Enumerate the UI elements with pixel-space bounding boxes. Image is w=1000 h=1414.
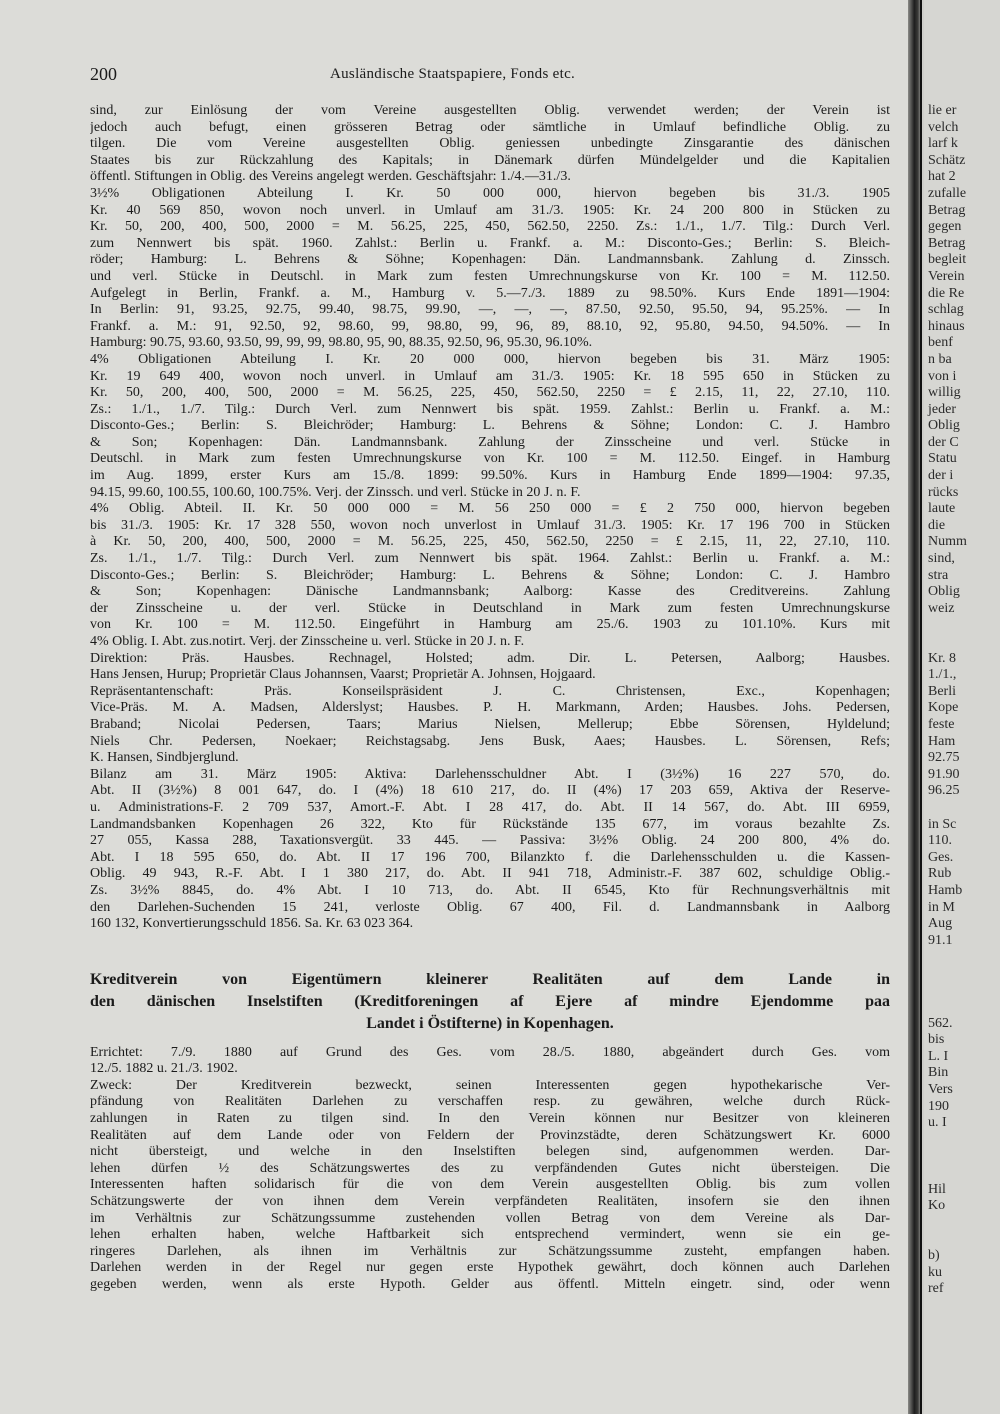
section-line: Errichtet: 7./9. 1880 auf Grund des Ges. vom 28./5. 1880, abgeändert durch Ges. vom xyxy=(90,1044,890,1060)
body-line: Niels Chr. Pedersen, Noekaer; Reichstagsabg. Jens Busk, Aaes; Hausbes. L. Sörensen, Refs; xyxy=(90,733,890,749)
body-line: Kr. 19 649 400, wovon noch unverl. in Umlauf am 31./3. 1905: Kr. 18 595 650 in Stücken zu xyxy=(90,368,890,384)
facing-page-line: n ba xyxy=(928,351,952,367)
running-head xyxy=(90,64,886,88)
body-line: bis 31./3. 1905: Kr. 17 328 550, wovon noch unverlost in Umlauf 31./3. 1905: Kr. 17 196 700 in Stücken xyxy=(90,517,890,533)
facing-page-line: in M xyxy=(928,899,955,915)
body-line: & Son; Kopenhagen: Dän. Landmannsbank. Zahlung der Zinsscheine und verl. Stücke in xyxy=(90,434,890,450)
body-line: tilgen. Die vom Vereine ausgestellten Oblig. geniessen unbedingte Zinsgarantie des dänischen xyxy=(90,136,890,152)
page-body xyxy=(90,103,890,1294)
body-line: K. Hansen, Sindbjerglund. xyxy=(90,750,239,766)
body-line: 3½% Obligationen Abteilung I. Kr. 50 000 000, hiervon begeben bis 31./3. 1905 xyxy=(90,185,890,201)
body-line: Staates bis zur Rückzahlung des Kapitals; in Dänemark dürfen Mündelgelder und die Kapitalien xyxy=(90,152,890,168)
body-line: Braband; Nicolai Pedersen, Taars; Marius Nielsen, Mellerup; Ebbe Sörensen, Hyldelund; xyxy=(90,716,890,732)
section-line: Schätzungswerte der von ihnen dem Verein verpfändeten Realitäten, insofern sie den ihnen xyxy=(90,1194,890,1210)
facing-page-line: Schätz xyxy=(928,152,966,168)
continued-article xyxy=(90,103,890,933)
facing-page-line: 92.75 xyxy=(928,750,960,766)
section-line: gegeben werden, wenn als erste Hypoth. Gelder aus öffentl. Mitteln eingetr. sind, oder wenn xyxy=(90,1277,890,1292)
body-line: Frankf. a. M.: 91, 92.50, 92, 98.60, 99, 98.80, 99, 96, 89, 88.10, 92, 95.80, 94.50, 94.50%. — In xyxy=(90,318,890,334)
body-line: Direktion: Präs. Hausbes. Rechnagel, Holsted; adm. Dir. L. Petersen, Aalborg; Hausbes. xyxy=(90,650,890,666)
facing-page-line: 91.1 xyxy=(928,932,953,948)
facing-page-line: Betrag xyxy=(928,235,966,251)
section-line: Darlehen werden in der Regel nur gegen erste Hypothek gewährt, doch können auch Darlehen xyxy=(90,1260,890,1276)
body-line: & Son; Kopenhagen: Dänische Landmannsbank; Aalborg: Kasse des Creditvereins. Zahlung xyxy=(90,584,890,600)
section-line: ringeres Darlehen, als ihnen im Verhältnis zur Schätzungssumme zusteht, empfangen haben. xyxy=(90,1243,890,1259)
facing-page-line: rücks xyxy=(928,484,959,500)
facing-page-line: 91.90 xyxy=(928,766,960,782)
facing-page-line: zufalle xyxy=(928,185,967,201)
facing-page-line: 190 xyxy=(928,1098,949,1114)
facing-page-line: Hamb xyxy=(928,882,963,898)
body-line: Vice-Präs. M. A. Madsen, Alderslyst; Hausbes. P. H. Markmann, Arden; Hausbes. Johs. Pedersen, xyxy=(90,700,890,716)
body-line: Repräsentantenschaft: Präs. Konseilspräsident J. C. Christensen, Exc., Kopenhagen; xyxy=(90,683,890,699)
body-line: 27 055, Kassa 288, Taxationsvergüt. 33 445. — Passiva: 3½% Oblig. 24 200 800, 4% do. xyxy=(90,833,890,849)
body-line: 4% Oblig. I. Abt. zus.notirt. Verj. der Zinsscheine u. verl. Stücke in 20 J. n. F. xyxy=(90,634,525,649)
facing-page-line: hat 2 xyxy=(928,169,956,185)
facing-page-line: stra xyxy=(928,567,949,583)
section-line: pfändung von Realitäten Darlehen zu verschaffen resp. zu gewähren, welche durch Rück- xyxy=(90,1094,890,1110)
facing-page-line: 562. xyxy=(928,1015,953,1031)
facing-page-line: u. I xyxy=(928,1115,947,1131)
section-heading-line: Landet i Östifterne) in Kopenhagen. xyxy=(366,1014,614,1032)
section-line: Interessenten haften solidarisch für die von dem Verein ausgestellten Oblig. bis zum vollen xyxy=(90,1177,890,1193)
section-line: lehen erhalten haben, welche Haftbarkeit sich entsprechend vermindert, wenn sie ein ge- xyxy=(90,1227,890,1243)
facing-page-line: Rub xyxy=(928,866,952,882)
facing-page-fragment xyxy=(924,0,1000,1414)
body-line: 4% Oblig. Abteil. II. Kr. 50 000 000 = M. 56 250 000 = £ 2 750 000, hiervon begeben xyxy=(90,501,890,517)
facing-page-line: Numm xyxy=(928,534,967,550)
facing-page-line: laute xyxy=(928,501,956,517)
body-line: Kr. 40 569 850, wovon noch unverl. in Umlauf am 31./3. 1905: Kr. 24 200 800 in Stücken zu xyxy=(90,202,890,218)
facing-page-line: Kope xyxy=(928,700,959,716)
facing-page-line: larf k xyxy=(928,136,958,152)
body-line: Zs. 3½% 8845, do. 4% Abt. I 10 713, do. Abt. II 6545, Kto für Rechnungsverhältnis mit xyxy=(90,882,890,898)
body-line: In Berlin: 91, 93.25, 92.75, 99.40, 98.75, 99.90, —, —, —, 87.50, 92.50, 95.50, 94, 95.25%. — In xyxy=(90,302,890,318)
facing-page-line: von i xyxy=(928,368,957,384)
facing-page-line: willig xyxy=(928,385,961,401)
facing-page-line: Ham xyxy=(928,733,956,749)
body-line: Oblig. 49 943, R.-F. Abt. I 1 380 217, do. Abt. II 941 718, Administr.-F. 387 602, schuldige Oblig.- xyxy=(90,866,890,882)
section-line: lehen dürfen ½ des Schätzungswertes des zu verpfändenden Gutes nicht übersteigen. Die xyxy=(90,1160,890,1176)
facing-page-line: der i xyxy=(928,468,954,484)
facing-page-line: ku xyxy=(928,1264,942,1280)
body-line: öffentl. Stiftungen in Oblig. des Vereins angelegt werden. Geschäftsjahr: 1./4.—31./3. xyxy=(90,169,571,185)
body-line: 4% Obligationen Abteilung I. Kr. 20 000 000, hiervon begeben bis 31. März 1905: xyxy=(90,351,890,367)
body-line: Abt. II (3½%) 8 001 647, do. I (4%) 18 610 217, do. II (4%) 17 203 659, Aktiva der Reserve- xyxy=(90,783,890,799)
facing-page-line: ref xyxy=(928,1281,944,1297)
section-heading-line: den dänischen Inselstiften (Kreditforeningen af Ejere af mindre Ejendomme paa xyxy=(90,992,890,1010)
facing-page-line: die Re xyxy=(928,285,965,301)
facing-page-line: Bin xyxy=(928,1065,949,1081)
facing-page-line: 110. xyxy=(928,833,952,849)
facing-page-line: feste xyxy=(928,716,955,732)
facing-page-line: bis xyxy=(928,1032,945,1048)
spine-shadow xyxy=(920,0,922,1414)
facing-page-line: Aug xyxy=(928,916,953,932)
body-line: Zs. 1./1., 1./7. Tilg.: Durch Verl. zum Nennwert bis spät. 1964. Zahlst.: Berlin u. Frankf. a. M.: xyxy=(90,551,890,567)
body-line: Bilanz am 31. März 1905: Aktiva: Darlehensschuldner Abt. I (3½%) 16 227 570, do. xyxy=(90,766,890,782)
section-line: nicht übersteigt, und welche in den Inselstiften belegen sind, aufgenommen werden. Dar- xyxy=(90,1144,890,1160)
facing-page-line: der C xyxy=(928,434,959,450)
body-line: Aufgelegt in Berlin, Frankf. a. M., Hamburg v. 5.—7./3. 1889 zu 98.50%. Kurs Ende 1891—1904: xyxy=(90,285,890,301)
facing-page-line: weiz xyxy=(928,600,955,616)
section-text xyxy=(90,1045,890,1294)
body-line: den Darlehen-Suchenden 15 241, verloste Oblig. 67 400, Fil. d. Landmannsbank in Aalborg xyxy=(90,899,890,915)
section-line: im Verhältnis zur Schätzungssumme zustehenden vollen Betrag von dem Vereine als Dar- xyxy=(90,1210,890,1226)
facing-page-line: Hil xyxy=(928,1181,946,1197)
body-line: jedoch auch befugt, einen grösseren Betrag oder sämtliche in Umlauf befindliche Oblig. zu xyxy=(90,119,890,135)
body-line: Disconto-Ges.; Berlin: S. Bleichröder; Hamburg: L. Behrens & Söhne; London: C. J. Hambro xyxy=(90,567,890,583)
facing-page-line: b) xyxy=(928,1247,940,1263)
facing-page-line: hinaus xyxy=(928,318,965,334)
body-line: 94.15, 99.60, 100.55, 100.60, 100.75%. Verj. der Zinssch. und verl. Stücke in 20 J. n. F. xyxy=(90,484,581,500)
facing-page-line: 1./1., xyxy=(928,667,957,683)
facing-page-line: benf xyxy=(928,335,953,351)
body-line: Landmandsbanken Kopenhagen 26 322, Kto für Rückstände 135 677, im voraus bezahlte Zs. xyxy=(90,816,890,832)
body-line: 160 132, Konvertierungsschuld 1856. Sa. Kr. 63 023 364. xyxy=(90,916,414,932)
body-line: Disconto-Ges.; Berlin: S. Bleichröder; Hamburg: L. Behrens & Söhne; London: C. J. Hambro xyxy=(90,418,890,434)
facing-page-line: Ko xyxy=(928,1198,946,1214)
body-line: röder; Hamburg: L. Behrens & Söhne; Kopenhagen: Dän. Landmannsbank. Zahlung d. Zinssch. xyxy=(90,252,890,268)
body-line: im Aug. 1899, erster Kurs am 15./8. 1899: 99.50%. Kurs in Hamburg Ende 1899—1904: 97.35, xyxy=(90,468,890,484)
facing-page-line: jeder xyxy=(928,401,956,417)
facing-page-line: Statu xyxy=(928,451,957,467)
facing-page-line: 96.25 xyxy=(928,783,960,799)
body-line: u. Administrations-F. 2 709 537, Amort.-F. Abt. I 28 417, do. Abt. II 14 567, do. Abt. III 6959, xyxy=(90,799,890,815)
facing-page-line: Verein xyxy=(928,268,965,284)
body-line: à Kr. 50, 200, 400, 500, 2000 = M. 56.25, 225, 450, 562.50, 2250 = £ 2.15, 11, 22, 27.10, 110. xyxy=(90,534,890,550)
body-line: Kr. 50, 200, 400, 500, 2000 = M. 56.25, 225, 450, 562.50, 2250. Zs.: 1./1., 1./7. Tilg.: Durch Verl. xyxy=(90,219,890,235)
facing-page-line: Berli xyxy=(928,683,956,699)
facing-page-line: gegen xyxy=(928,219,962,235)
running-title: Ausländische Staatspapiere, Fonds etc. xyxy=(330,66,576,82)
facing-page-line: begleit xyxy=(928,252,967,268)
body-line: der Zinsscheine u. der verl. Stücke in Deutschland in Mark zum festen Umrechnungskurse xyxy=(90,600,890,616)
body-line: zum Nennwert bis spät. 1960. Zahlst.: Berlin u. Frankf. a. M.: Disconto-Ges.; Berlin: S. Bleich- xyxy=(90,235,890,251)
body-line: sind, zur Einlösung der vom Vereine ausgestellten Oblig. verwendet werden; der Verein ist xyxy=(90,103,890,118)
facing-page-line: Vers xyxy=(928,1082,953,1098)
body-line: Deutschl. in Mark zum festen Umrechnungskurse von Kr. 100 = M. 112.50. Eingef. in Hamburg xyxy=(90,451,890,467)
facing-page-line: Kr. 8 xyxy=(928,650,956,666)
section-heading-line: Kreditverein von Eigentümern kleinerer Realitäten auf dem Lande in xyxy=(90,970,890,988)
facing-page-line: Oblig xyxy=(928,418,960,434)
section-line: 12./5. 1882 u. 21./3. 1902. xyxy=(90,1061,238,1077)
body-line: und verl. Stücke in Deutschl. in Mark zum festen Umrechnungskurse von Kr. 100 = M. 112.50. xyxy=(90,268,890,284)
section-heading xyxy=(90,969,890,1035)
facing-page-line: Oblig xyxy=(928,584,960,600)
body-line: von Kr. 100 = M. 112.50. Eingeführt in Hamburg am 25./6. 1903 zu 101.10%. Kurs mit xyxy=(90,617,890,633)
facing-page-line: Betrag xyxy=(928,202,966,218)
facing-page-line: lie er xyxy=(928,103,957,118)
facing-page-line: in Sc xyxy=(928,816,957,832)
page-number: 200 xyxy=(90,64,117,84)
facing-page-line: Ges. xyxy=(928,849,954,865)
section-line: zahlungen in Raten zu tilgen sind. In den Verein können nur Besitzer von kleineren xyxy=(90,1111,890,1127)
facing-page-line: L. I xyxy=(928,1048,949,1064)
body-line: Hamburg: 90.75, 93.60, 93.50, 99, 99, 99, 98.80, 95, 90, 88.35, 92.50, 96, 95.30, 96.10%. xyxy=(90,335,593,351)
body-line: Kr. 50, 200, 400, 500, 2000 = M. 56.25, 225, 450, 562.50, 2250 = £ 2.15, 11, 22, 27.10, 110. xyxy=(90,385,890,401)
body-line: Hans Jensen, Hurup; Proprietär Claus Johannsen, Vaarst; Proprietär A. Johnsen, Hojgaard. xyxy=(90,667,596,683)
body-line: Zs.: 1./1., 1./7. Tilg.: Durch Verl. zum Nennwert bis spät. 1959. Zahlst.: Berlin u. Frankf. a. M.: xyxy=(90,401,890,417)
facing-page-line: velch xyxy=(928,119,959,135)
section-line: Zweck: Der Kreditverein bezweckt, seinen Interessenten gegen hypothekarische Ver- xyxy=(90,1077,890,1093)
facing-page-line: die xyxy=(928,517,946,533)
body-line: Abt. I 18 595 650, do. Abt. II 17 196 700, Bilanzkto f. die Darlehensschulden u. die Kassen- xyxy=(90,849,890,865)
facing-page-line: schlag xyxy=(928,302,964,318)
facing-page-line: sind, xyxy=(928,551,955,567)
section-line: Realitäten auf dem Lande oder von Feldern der Provinzstädte, deren Schätzungswert Kr. 6000 xyxy=(90,1127,890,1143)
